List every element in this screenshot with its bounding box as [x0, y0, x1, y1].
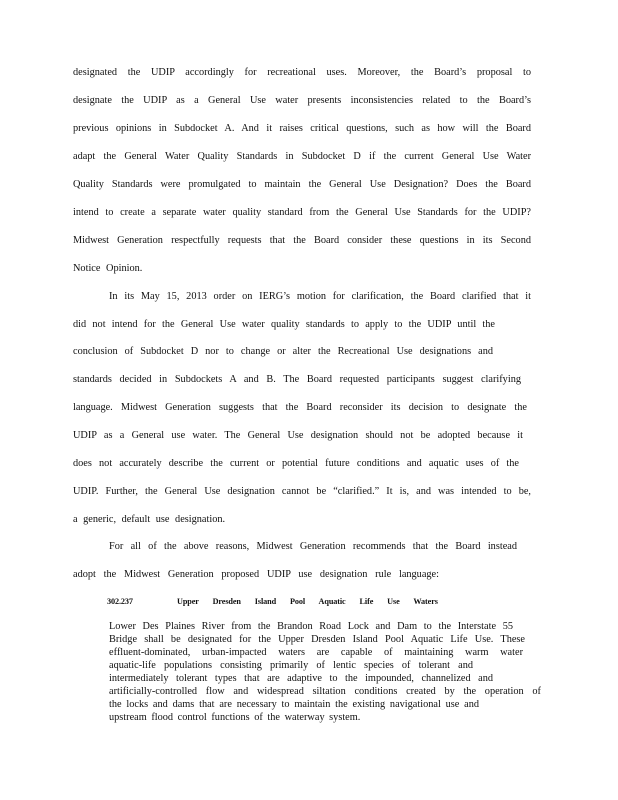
rule-text-line-5: intermediately tolerant types that are adaptive to the impounded, channelized and [109, 673, 493, 684]
paragraph-1-line-8: Notice Opinion. [73, 263, 143, 274]
rule-text-line-3: effluent-dominated, urban-impacted waters are capable of maintaining warm water [109, 647, 523, 658]
paragraph-3-line-2: adopt the Midwest Generation proposed UDIP use designation rule language: [73, 569, 439, 580]
paragraph-1-line-3: previous opinions in Subdocket A. And it raises critical questions, such as how will the Board [73, 123, 531, 134]
paragraph-2-line-9: a generic, default use designation. [73, 514, 226, 525]
paragraph-2-line-5: language. Midwest Generation suggests that the Board reconsider its decision to designate the [73, 402, 527, 413]
paragraph-1-line-4: adapt the General Water Quality Standards in Subdocket D if the current General Use Water [73, 151, 531, 162]
paragraph-3-line-1: For all of the above reasons, Midwest Generation recommends that the Board instead [109, 541, 517, 552]
rule-number: 302.237 [107, 597, 133, 606]
rule-text-line-1: Lower Des Plaines River from the Brandon Road Lock and Dam to the Interstate 55 [109, 621, 513, 632]
rule-text-line-4: aquatic-life populations consisting primarily of lentic species of tolerant and [109, 660, 473, 671]
rule-text-line-6: artificially-controlled flow and widespread siltation conditions created by the operation of [109, 686, 541, 697]
paragraph-1-line-2: designate the UDIP as a General Use water presents inconsistencies related to the Board’s [73, 95, 531, 106]
rule-title: Upper Dresden Island Pool Aquatic Life Use Waters [177, 597, 438, 606]
paragraph-1-line-6: intend to create a separate water quality standard from the General Use Standards for the UDIP? [73, 207, 531, 218]
paragraph-1-line-5: Quality Standards were promulgated to maintain the General Use Designation? Does the Board [73, 179, 531, 190]
paragraph-2-line-7: does not accurately describe the current or potential future conditions and aquatic uses of the [73, 458, 519, 469]
paragraph-2-line-4: standards decided in Subdockets A and B. The Board requested participants suggest clarifying [73, 374, 521, 385]
rule-text-line-8: upstream flood control functions of the waterway system. [109, 712, 361, 723]
paragraph-2-line-8: UDIP. Further, the General Use designation cannot be “clarified.” It is, and was intended to be, [73, 486, 531, 497]
paragraph-2-line-6: UDIP as a General use water. The General Use designation should not be adopted because it [73, 430, 523, 441]
rule-text-line-7: the locks and dams that are necessary to maintain the existing navigational use and [109, 699, 479, 710]
paragraph-2-line-3: conclusion of Subdocket D nor to change or alter the Recreational Use designations and [73, 346, 493, 357]
paragraph-1-line-1: designated the UDIP accordingly for recreational uses. Moreover, the Board’s proposal to [73, 67, 531, 78]
paragraph-2-line-1: In its May 15, 2013 order on IERG’s motion for clarification, the Board clarified that it [109, 291, 531, 302]
paragraph-1-line-7: Midwest Generation respectfully requests that the Board consider these questions in its Second [73, 235, 531, 246]
paragraph-2-line-2: did not intend for the General Use water quality standards to apply to the UDIP until the [73, 319, 495, 330]
rule-text-line-2: Bridge shall be designated for the Upper Dresden Island Pool Aquatic Life Use. These [109, 634, 525, 645]
